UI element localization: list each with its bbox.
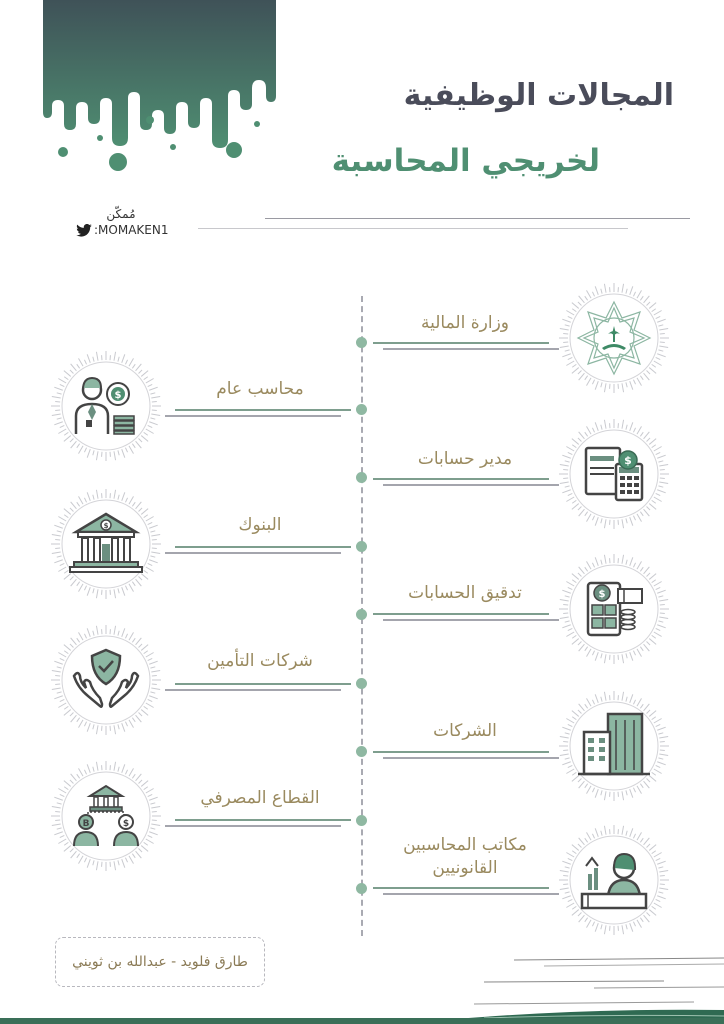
svg-text:B: B	[82, 819, 90, 829]
connector-line	[373, 751, 549, 753]
connector-line	[373, 613, 549, 615]
bottom-brush-decoration	[364, 944, 724, 1024]
insurance-hands-icon	[50, 624, 162, 736]
page-subtitle: لخريجي المحاسبة	[331, 143, 600, 179]
connector-line	[383, 348, 559, 350]
twitter-icon	[76, 224, 92, 237]
svg-text:$: $	[624, 454, 632, 467]
brand-handle-row	[76, 223, 176, 237]
icon-banking-sector	[50, 760, 162, 872]
brand-handle-text: :MOMAKEN1	[94, 223, 169, 237]
connector-line	[373, 342, 549, 344]
audit-calculator-icon	[558, 553, 670, 665]
invoice-calculator-icon	[558, 418, 670, 530]
connector-line	[373, 478, 549, 480]
icon-banks	[50, 488, 162, 600]
brand-name: مُمكّن	[106, 207, 136, 221]
connector-line	[175, 409, 351, 411]
icon-auditing	[558, 553, 670, 665]
connector-line	[165, 825, 341, 827]
timeline-dot	[356, 746, 367, 757]
icon-insurance-companies	[50, 624, 162, 736]
connector-line	[373, 887, 549, 889]
connector-line	[175, 819, 351, 821]
icon-general-accountant	[50, 350, 162, 462]
banking-sector-icon	[50, 760, 162, 872]
field-label-ministry-of-finance: وزارة المالية	[421, 313, 509, 333]
timeline-dot	[356, 883, 367, 894]
connector-line	[383, 757, 559, 759]
credits-box: طارق فلويد - عبدالله بن ثويني	[55, 937, 265, 987]
svg-text:$: $	[122, 819, 130, 829]
field-label-banks: البنوك	[238, 515, 282, 535]
timeline-dot	[356, 815, 367, 826]
field-label-companies: الشركات	[433, 721, 497, 741]
icon-ministry-of-finance	[558, 282, 670, 394]
svg-text:$: $	[103, 522, 109, 530]
timeline-dot	[356, 337, 367, 348]
connector-line	[165, 689, 341, 691]
connector-line	[383, 893, 559, 895]
brand-block	[76, 207, 176, 237]
page-title: المجالات الوظيفية	[403, 78, 674, 113]
header-divider-2	[198, 228, 628, 229]
field-label-insurance-companies: شركات التأمين	[207, 651, 313, 671]
timeline-dot	[356, 678, 367, 689]
field-label-chartered-accountants: مكاتب المحاسبين القانونيين	[403, 835, 527, 878]
header-divider	[265, 218, 690, 219]
icon-chartered-accountants	[558, 824, 670, 936]
svg-text:$: $	[114, 390, 122, 401]
connector-line	[175, 683, 351, 685]
timeline-dot	[356, 472, 367, 483]
field-label-banking-sector: القطاع المصرفي	[200, 788, 320, 808]
accountant-desk-icon	[558, 824, 670, 936]
connector-line	[383, 619, 559, 621]
bank-icon	[50, 488, 162, 600]
field-label-auditing: تدقيق الحسابات	[408, 583, 522, 603]
field-label-general-accountant: محاسب عام	[216, 379, 304, 399]
connector-line	[175, 546, 351, 548]
timeline-dot	[356, 404, 367, 415]
connector-line	[165, 552, 341, 554]
connector-line	[165, 415, 341, 417]
bottom-strip	[0, 1018, 724, 1024]
connector-line	[383, 484, 559, 486]
field-label-accounts-manager: مدير حسابات	[417, 449, 513, 469]
office-buildings-icon	[558, 690, 670, 802]
icon-companies	[558, 690, 670, 802]
svg-text:$: $	[598, 589, 606, 600]
timeline-dot	[356, 609, 367, 620]
icon-accounts-manager	[558, 418, 670, 530]
accountant-person-icon	[50, 350, 162, 462]
saudi-emblem-icon	[558, 282, 670, 394]
timeline-dot	[356, 541, 367, 552]
